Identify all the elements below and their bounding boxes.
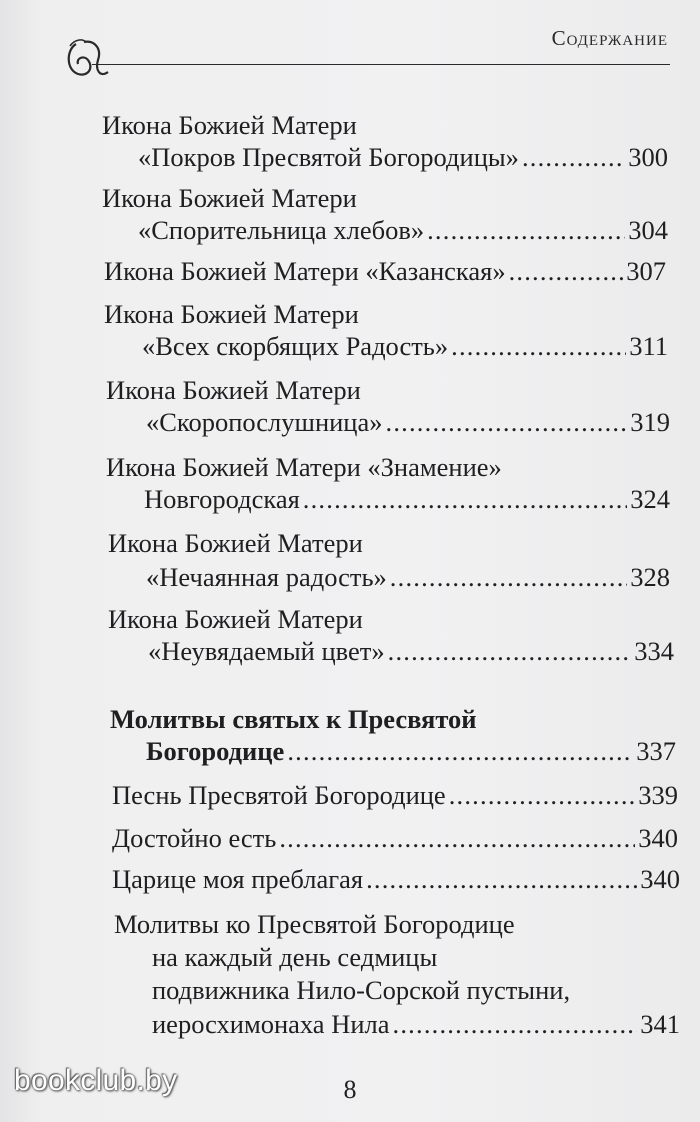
toc-entry-line: Новгородская ..... 324 [144,482,670,516]
leader-dots [390,560,627,594]
leader-dots [451,329,626,363]
page-ref: 340 [638,823,678,853]
leader-dots [509,254,624,288]
page-ref: 304 [628,215,668,245]
watermark: bookclub.by [14,1064,178,1097]
toc-entry-line: Икона Божией Матери [104,299,359,329]
leader-dots [386,405,628,439]
page-ref: 319 [630,407,670,437]
toc-entry-line: «Покров Пресвятой Богородицы» ..... 300 [138,140,668,174]
toc-entry-line: Икона Божией Матери «Казанская» ..... 307 [104,254,666,288]
leader-dots [366,862,637,896]
page-number: 8 [343,1075,357,1104]
toc-entry-line: «Скоропослушница» ..... 319 [146,405,670,439]
toc-entry-line: иеросхимонаха Нила ..... 341 [152,1007,680,1041]
toc-entry-line: Икона Божией Матери [102,183,357,213]
toc-section-line: Молитвы святых к Пресвятой [110,704,477,734]
page-ref: 337 [636,736,676,766]
toc-entry-line: «Всех скорбящих Радость» ..... 311 [142,329,668,363]
toc-entry-line: «Спорительница хлебов» ..... 304 [138,213,668,247]
toc-entry-line: Икона Божией Матери [106,375,361,405]
page-ref: 300 [628,142,668,172]
leader-dots [449,778,636,812]
leader-dots [522,140,625,174]
leader-dots [393,1007,638,1041]
toc-entry-line: Икона Божией Матери «Знамение» [106,452,502,482]
page-ref: 334 [634,636,674,666]
page-ref: 311 [629,331,668,361]
toc-entry-line: Песнь Пресвятой Богородице ..... 339 [112,778,678,812]
leader-dots [388,634,632,668]
toc-entry-line: подвижника Нило-Сорской пустыни, [152,975,571,1005]
toc-entry-line: «Неувядаемый цвет» ..... 334 [148,634,674,668]
leader-dots [279,821,635,855]
page-ref: 307 [626,256,666,286]
page-ref: 324 [630,484,670,514]
toc-entry-line: Царице моя преблагая ..... 340 [112,862,680,896]
toc-entry-line: Икона Божией Матери [108,604,363,634]
page-ref: 340 [640,864,680,894]
leader-dots [303,482,627,516]
page-ref: 328 [630,562,670,592]
page-ref: 339 [638,780,678,810]
toc-entry-line: Икона Божией Матери [108,528,363,558]
page-ref: 341 [640,1009,680,1039]
leader-dots [287,734,633,768]
toc-entry-line: Достойно есть ..... 340 [112,821,678,855]
toc-entry-line: на каждый день седмицы [152,942,438,972]
running-title: Содержание [551,26,668,50]
leader-dots [427,213,625,247]
toc-entry-line: Молитвы ко Пресвятой Богородице [114,909,515,939]
toc-entry-line: «Нечаянная радость» ..... 328 [146,560,670,594]
toc-entry-line: Икона Божией Матери [102,110,357,140]
toc-section-line: Богородице ..... 337 [146,734,676,768]
